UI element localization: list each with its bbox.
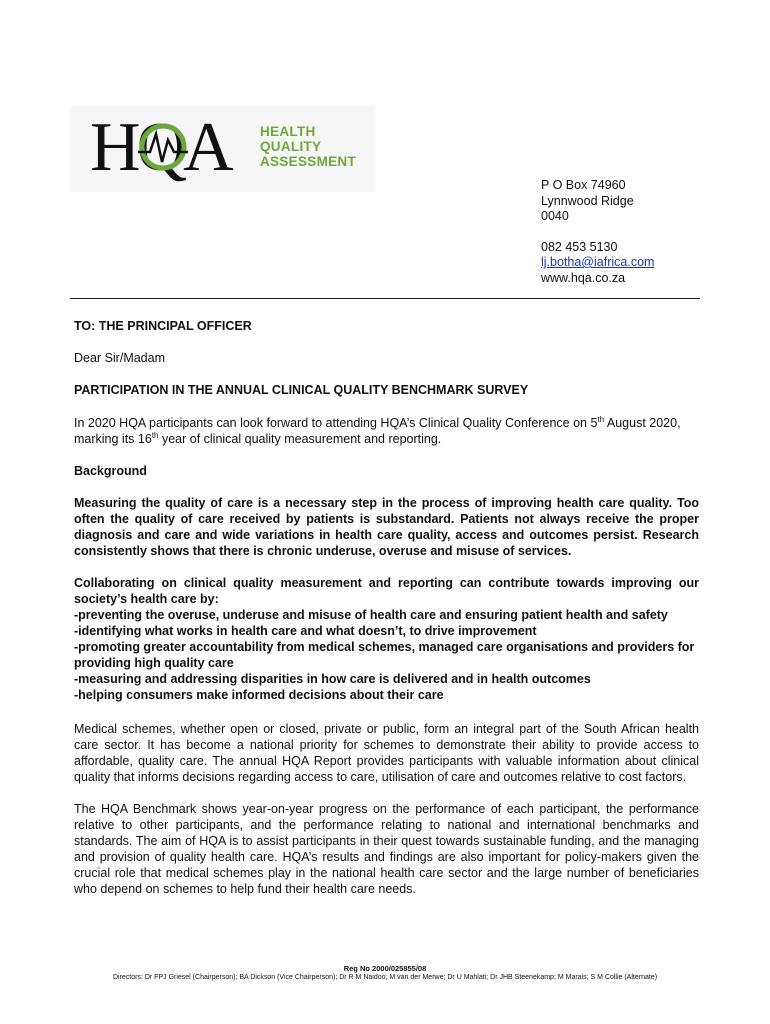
list-item: -promoting greater accountability from medical schemes, managed care organisations and providers for providing high quality care (74, 640, 695, 670)
list-item: -measuring and addressing disparities in how care is delivered and in health outcomes (74, 672, 591, 686)
hqa-logo-icon (90, 112, 255, 184)
header-divider (70, 298, 700, 299)
paragraph-hqa-benchmark: The HQA Benchmark shows year-on-year progress on the performance of each participant, the performance relative to other participants, and the performance relating to national and international benchmarks and standards. The aim of HQA is to assist participants in their quest towards sustainable funding, and the managing and provision of quality health care. HQA’s results and findings are also important for policy-makers given the crucial role that medical schemes play in the national health care sector and the large number of beneficiaries who depend on schemes to help fund their health care needs. (74, 802, 699, 896)
logo-wordmark (260, 124, 356, 169)
list-item: -identifying what works in health care and what doesn’t, to drive improvement (74, 624, 537, 638)
address-line-po-box: P O Box 74960 (541, 178, 626, 192)
logo-line-assessment: ASSESSMENT (260, 154, 357, 169)
address-line-postcode: 0040 (541, 209, 569, 223)
recipient-line: TO: THE PRINCIPAL OFFICER (74, 319, 252, 333)
intro-paragraph: In 2020 HQA participants can look forward to attending HQA’s Clinical Quality Conference on 5th August 2020, marking its 16th year of clinical quality measurement and reporting. (74, 414, 681, 446)
logo-line-quality: QUALITY (260, 139, 322, 154)
footer-registration: Reg No 2000/025855/08 (343, 964, 427, 973)
list-item: -preventing the overuse, underuse and misuse of health care and ensuring patient health and safety (74, 608, 668, 622)
website-text: www.hqa.co.za (541, 270, 626, 285)
contact-address-block (541, 178, 654, 286)
footer-directors: Directors: Dr FPJ Griesel (Chairperson); BA Dickson (Vice Chairperson); Dr R M Naidoo; M van der Merwe; Dr U Mahlati; Dr JHB Steenekamp; M Marais; S M Collie (Alternate) (112, 974, 658, 981)
subject-line: PARTICIPATION IN THE ANNUAL CLINICAL QUALITY BENCHMARK SURVEY (74, 383, 529, 397)
logo-line-health: HEALTH (260, 124, 316, 139)
background-heading: Background (74, 464, 147, 478)
bold-paragraph-collaboration (74, 575, 699, 703)
logo-letters: HQA (90, 112, 230, 184)
list-item: -helping consumers make informed decisions about their care (74, 688, 444, 702)
email-link[interactable]: lj.botha@iafrica.com (541, 255, 655, 269)
collaboration-intro: Collaborating on clinical quality measurement and reporting can contribute towards improving our society’s health care by: (74, 576, 699, 606)
paragraph-medical-schemes: Medical schemes, whether open or closed, private or public, form an integral part of the South African health care sector. It has become a national priority for schemes to demonstrate their ability to provide access to affordable, quality care. The annual HQA Report provides participants with valuable information about clinical quality that informs decisions regarding access to care, utilisation of care and outcomes relative to cost factors. (74, 722, 699, 784)
salutation: Dear Sir/Madam (74, 351, 165, 365)
address-line-suburb: Lynnwood Ridge (541, 193, 634, 208)
phone-number: 082 453 5130 (541, 239, 618, 254)
bold-paragraph-quality: Measuring the quality of care is a necessary step in the process of improving health care quality. Too often the quality of care received by patients is substandard. Patients not always receive the proper diagnosis and care and wide variations in health care quality, access and outcomes persist. Research consistently shows that there is chronic underuse, overuse and misuse of services. (74, 496, 699, 558)
